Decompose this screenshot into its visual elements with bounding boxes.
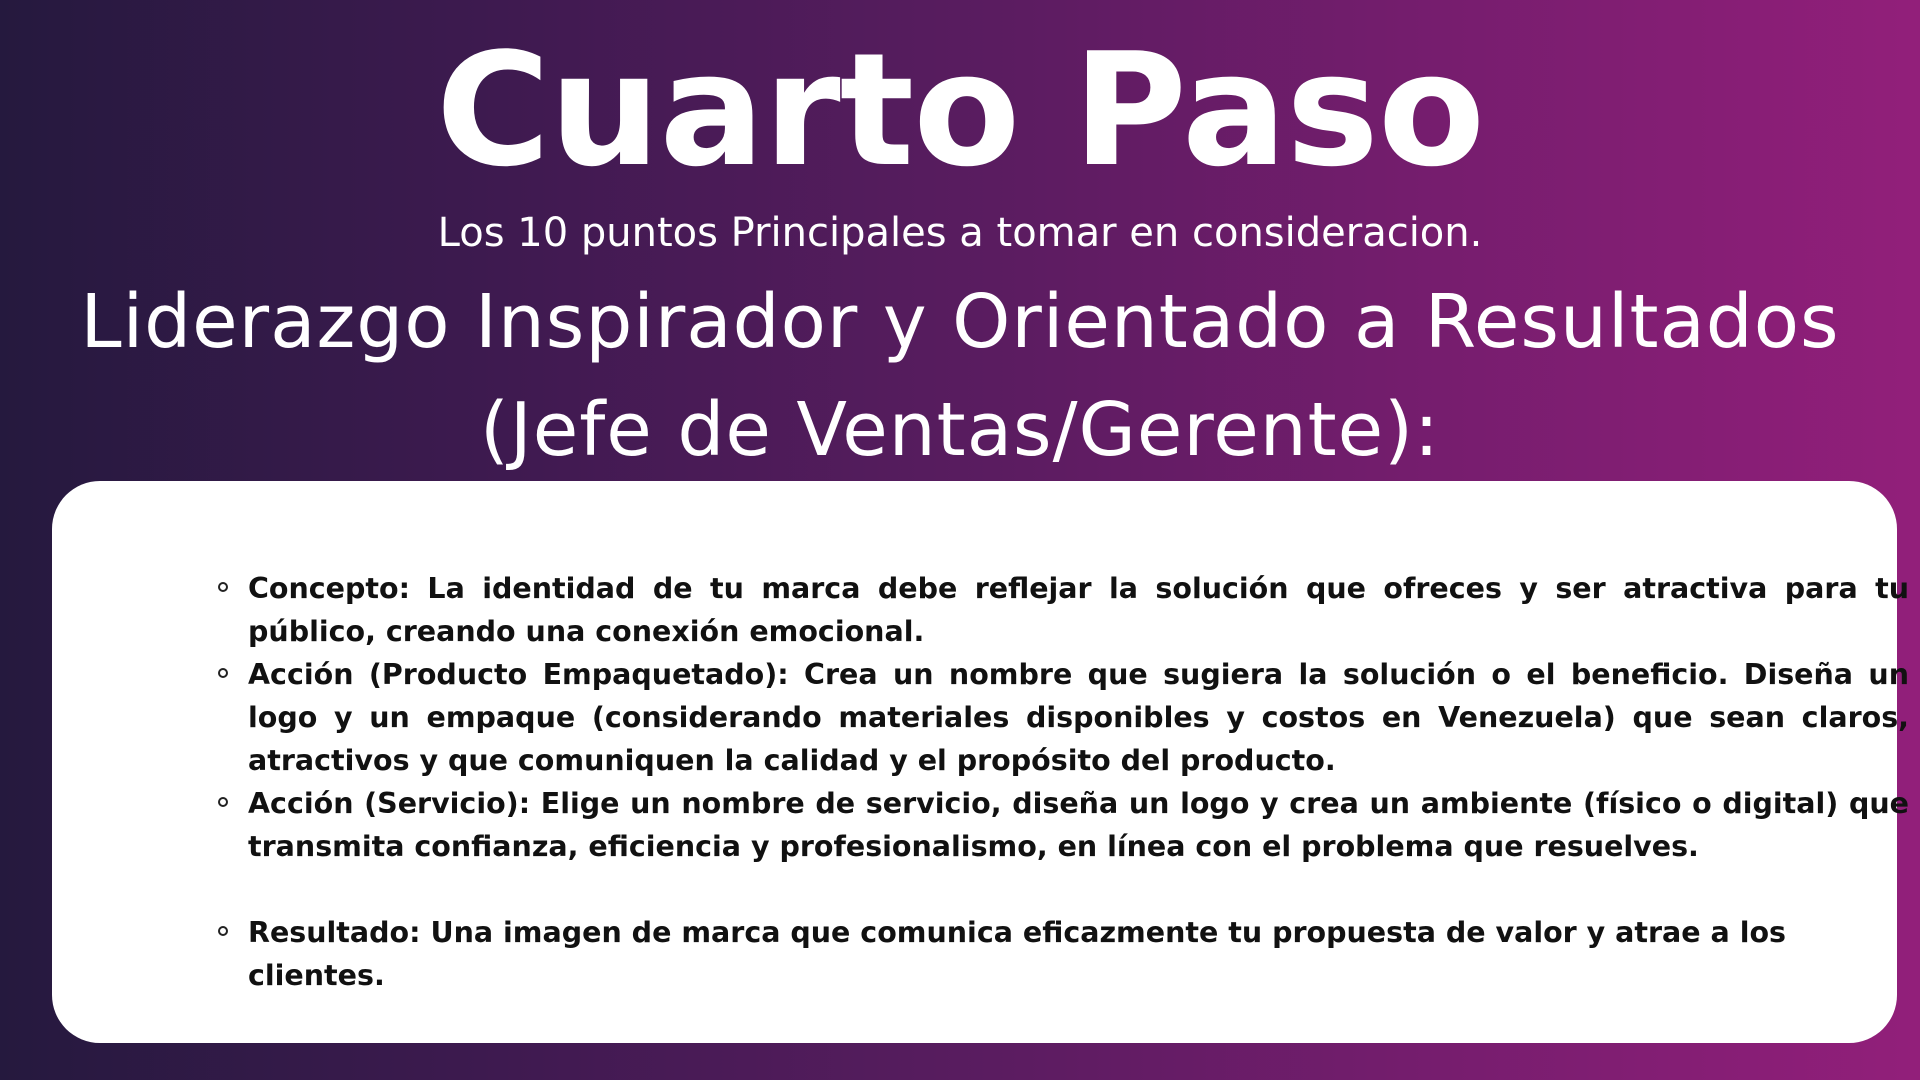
- hollow-circle-bullet-icon: [218, 582, 228, 592]
- list-item-text: Acción (Producto Empaquetado): Crea un nombre que sugiera la solución o el beneficio. Diseña un logo y un empaque (considerando materiales disponibles y costos en Venezuela) que sean claros, atractivos y que comuniquen la calidad y el propósito del producto.: [248, 658, 1909, 777]
- section-heading-line-2: (Jefe de Ventas/Gerente):: [480, 387, 1440, 473]
- list-item: [164, 567, 1909, 653]
- list-item-text: Acción (Servicio): Elige un nombre de servicio, diseña un logo y crea un ambiente (físico o digital) que transmita confianza, eficiencia y profesionalismo, en línea con el problema que resuelves.: [248, 787, 1909, 863]
- hollow-circle-bullet-icon: [218, 926, 228, 936]
- list-item: [164, 653, 1909, 782]
- list-item: [164, 911, 1909, 997]
- bullet-list: [164, 567, 1909, 997]
- slide-header: [0, 0, 1920, 473]
- hollow-circle-bullet-icon: [218, 797, 228, 807]
- section-heading-line-1: Liderazgo Inspirador y Orientado a Resultados: [80, 279, 1840, 365]
- slide-subtitle: Los 10 puntos Principales a tomar en consideracion.: [437, 210, 1483, 256]
- list-item-text: Resultado: Una imagen de marca que comunica eficazmente tu propuesta de valor y atrae a los clientes.: [248, 916, 1787, 992]
- slide-title: Cuarto Paso: [435, 19, 1485, 201]
- list-item-text: Concepto: La identidad de tu marca debe reflejar la solución que ofreces y ser atractiva para tu público, creando una conexión emocional.: [248, 572, 1909, 648]
- content-card: [52, 481, 1909, 1043]
- list-item: [164, 782, 1909, 868]
- hollow-circle-bullet-icon: [218, 668, 228, 678]
- section-heading: [60, 268, 1860, 484]
